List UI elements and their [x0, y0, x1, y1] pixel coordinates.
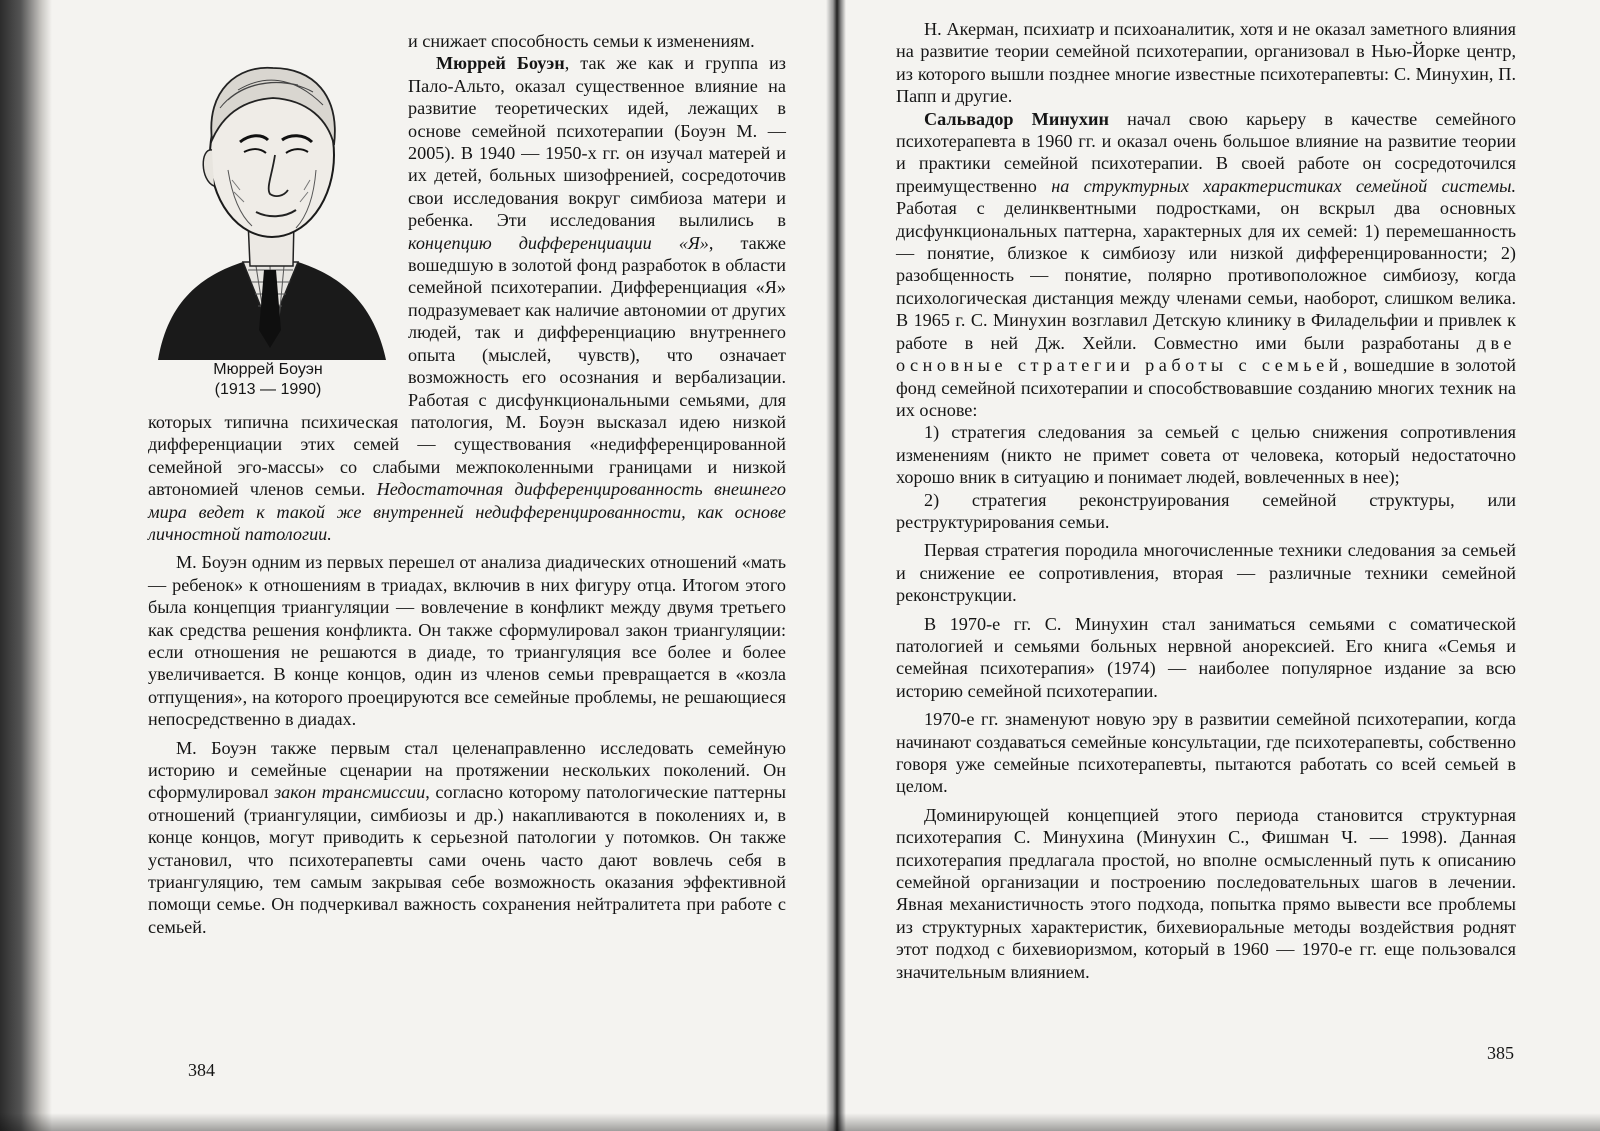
- paragraph: В 1970-е гг. С. Минухин стал заниматься семьями с соматической патологией и семьями больных нервной анорексией. Его книга «Семья и семейная психотерапия» (1974) — наиболее популярное издание за всю историю семейной психотерапии.: [896, 613, 1516, 701]
- paragraph: М. Боуэн одним из первых перешел от анализа диадических отношений «мать — ребенок» к отношениям в триадах, включив в них фигуру отца. Итогом этого была концепция триангуляции — вовлечение в конфликт между двумя третьего как средства решения конфликта. Он также сформулировал закон триангуляции: если отношения не решаются в диаде, то триангуляция все более и более увеличивается. В конце концов, один из членов семьи превращается в «козла отпущения», на которого проецируются все семейные проблемы, не решающиеся непосредственно в диадах.: [148, 552, 786, 730]
- paragraph: Н. Акерман, психиатр и психоаналитик, хотя и не оказал заметного влияния на развитие теории семейной психотерапии, организовал в Нью-Йорке центр, из которого вышли позднее многие известные психотерапевты: С. Минухин, П. Папп и другие.: [896, 19, 1516, 107]
- text-run: , согласно которому патологические паттерны отношений (триангуляции, симбиозы и др.) накапливаются в поколениях и, в конце концов, могут приводить к серьезной патологии у потомков. Он также установил, что психотерапевты сами очень часто дают вовлечь себя в триангуляцию, тем самым закрывая себе возможность оказания эффективной помощи семье. Он подчеркивал важность сохранения нейтралитета при работе с семьей.: [148, 782, 786, 937]
- paragraph: [896, 108, 1516, 422]
- paragraph: Первая стратегия породила многочисленные техники следования за семьей и снижение ее сопротивления, вторая — различные техники семейной реконструкции.: [896, 540, 1516, 606]
- text-run: Работая с делинквентными подростками, он вскрыл два основных дисфункциональных паттерна, характерных для их семей: 1) перемешанность — понятие, близкое к симбиозу или низкой дифференцированности; 2) разобщенность — понятие, полярно противоположное симбиозу, когда психологическая дистанция между членами семьи, наоборот, слишком велика. В 1965 г. С. Минухин возглавил Детскую клинику в Филадельфии и привлек к работе в ней Дж. Хейли. Совместно ими были разработаны: [896, 198, 1516, 353]
- left-page-text: [148, 30, 786, 938]
- right-page-text: [896, 18, 1516, 983]
- italic-run: концепцию дифференциации «Я»: [408, 232, 709, 253]
- italic-run: закон трансмиссии: [274, 782, 426, 803]
- portrait-figure: [148, 30, 398, 410]
- text-run: М. Боуэн также первым стал целенаправленно исследовать семейную историю и семейные сценарии на протяжении нескольких поколений. Он сформулировал: [148, 737, 786, 803]
- page-number-left: 384: [188, 1060, 215, 1080]
- text-run: начал свою карьеру в качестве семейного психотерапевта в 1960 гг. и оказал очень большое влияние на развитие теории и практики семейной психотерапии. В своей работе он сосредоточился преимущественно: [896, 108, 1517, 196]
- text-run: , так же как и группа из Пало-Альто, оказал существенное влияние на развитие теоретических идей, лежащих в основе семейной психотерапии (Боуэн М. — 2005). В 1940 — 1950-х гг. он изучал матерей и их детей, больных шизофренией, сосредоточив свои исследования вокруг симбиоза матери и ребенка. Эти исследования вылились в: [408, 53, 786, 231]
- bottom-shadow: [0, 1113, 1600, 1131]
- book-spine: [826, 0, 846, 1131]
- italic-run: Недостаточная дифференцированность внешнего мира ведет к такой же внутренней недифференцированности, как основе личностной патологии.: [148, 479, 787, 544]
- paragraph: [148, 737, 786, 939]
- page-number-right: 385: [1487, 1043, 1514, 1063]
- portrait-drawing: [148, 30, 388, 360]
- text-run: , вошедшие в золотой фонд семейной психотерапии и способствовавшие созданию многих техник на их основе:: [896, 355, 1516, 420]
- list-item: 2) стратегия реконструирования семейной структуры, или реструктурирования семьи.: [896, 489, 1516, 532]
- bold-name: Мюррей Боуэн: [436, 53, 565, 74]
- list-item: 1) стратегия следования за семьей с целью снижения сопротивления изменениям (никто не примет совета от человека, который недостаточно хорошо вник в ситуацию и понимает людей, вовлеченных в нее);: [896, 422, 1516, 488]
- portrait-caption-name: Мюррей Боуэн: [213, 361, 323, 378]
- paragraph: и снижает способность семьи к изменениям.: [408, 31, 755, 51]
- paragraph: 1970-е гг. знаменуют новую эру в развитии семейной психотерапии, когда начинают создаваться семейные консультации, где психотерапевты, собственно говоря уже семейные психотерапевты, пытаются работать со всей семьей в целом.: [896, 709, 1516, 797]
- italic-run: на структурных характеристиках семейной системы.: [1051, 175, 1517, 196]
- paragraph: Доминирующей концепцией этого периода становится структурная психотерапия С. Минухина (Минухин С., Фишман Ч. — 1998). Данная психотерапия предлагала простой, но вполне осмысленный путь к описанию семейной организации и построению последовательных шагов в лечении. Явная механистичность этого подхода, попытка прямо вывести все проблемы из структурных характеристик, бихевиоральные методы воздействия роднят этот подход с бихевиоризмом, который в 1960 — 1970-е гг. еще пользовался значительным влиянием.: [896, 804, 1516, 982]
- page-edge-shadow: [0, 0, 52, 1131]
- text-run: , также вошедшую в золотой фонд разработок в области семейной психотерапии. Дифференциация «Я» подразумевает как наличие автономии от других людей, так и дифференциацию внутреннего опыта (мыслей, чувств), что означает возможность его осознания и вербализации. Работая с дисфункциональными семьями, для которых типична психическая патология, М. Боуэн высказал идею низкой дифференциации этих семей — существования «недифференцированной семейной эго-массы» со слабыми межпоколенными границами и низкой автономией членов семьи.: [148, 232, 786, 500]
- bold-name: Сальвадор Минухин: [924, 108, 1109, 129]
- portrait-caption-years: (1913 — 1990): [214, 381, 322, 398]
- spaced-run: две основные стратегии работы с семьей: [896, 332, 1516, 376]
